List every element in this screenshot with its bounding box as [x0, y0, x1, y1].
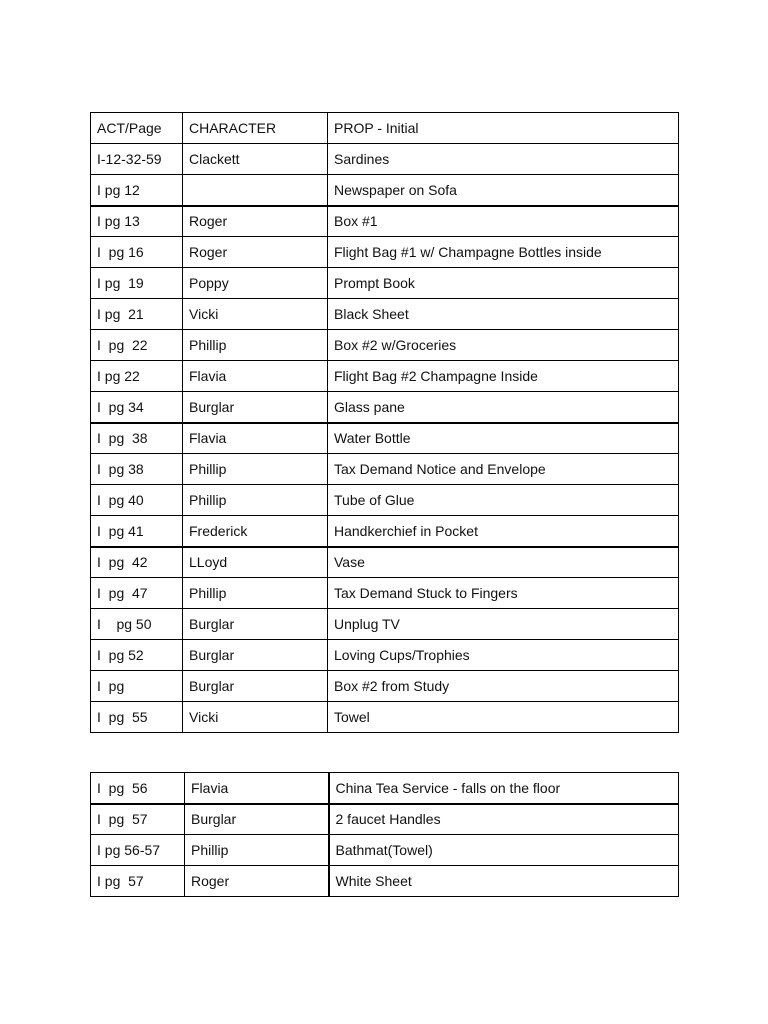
cell-character: Roger — [183, 237, 328, 268]
cell-act-page: I pg 16 — [91, 237, 183, 268]
table-row — [91, 299, 679, 330]
header-character: CHARACTER — [183, 113, 328, 144]
cell-act-page: I pg 55 — [91, 702, 183, 733]
cell-character: Phillip — [183, 330, 328, 361]
cell-character: Poppy — [183, 268, 328, 299]
cell-character: Burglar — [183, 609, 328, 640]
cell-prop: Unplug TV — [328, 609, 679, 640]
cell-prop: Box #2 from Study — [328, 671, 679, 702]
cell-act-page: I pg 34 — [91, 392, 183, 423]
cell-character: Vicki — [183, 702, 328, 733]
cell-prop: China Tea Service - falls on the floor — [329, 773, 679, 804]
table-row — [91, 609, 679, 640]
cell-character: Flavia — [185, 773, 329, 804]
table-row — [91, 640, 679, 671]
cell-character: Roger — [183, 206, 328, 237]
cell-prop: Tube of Glue — [328, 485, 679, 516]
cell-prop: Towel — [328, 702, 679, 733]
table-row — [91, 671, 679, 702]
table-row — [91, 773, 679, 804]
table-row — [91, 268, 679, 299]
cell-prop: Glass pane — [328, 392, 679, 423]
props-table-continued — [90, 772, 679, 897]
table-header-row — [91, 113, 679, 144]
table-row — [91, 578, 679, 609]
cell-act-page: I pg 47 — [91, 578, 183, 609]
cell-act-page: I pg 56-57 — [91, 835, 185, 866]
header-prop: PROP - Initial — [328, 113, 679, 144]
cell-act-page: I pg 50 — [91, 609, 183, 640]
table-row — [91, 144, 679, 175]
cell-character: Phillip — [183, 485, 328, 516]
cell-act-page: I pg 38 — [91, 454, 183, 485]
table-row — [91, 516, 679, 547]
cell-act-page: I-12-32-59 — [91, 144, 183, 175]
table-row — [91, 547, 679, 578]
cell-prop: Bathmat(Towel) — [329, 835, 679, 866]
cell-character: Burglar — [183, 640, 328, 671]
cell-prop: Tax Demand Stuck to Fingers — [328, 578, 679, 609]
cell-prop: Flight Bag #1 w/ Champagne Bottles inside — [328, 237, 679, 268]
cell-act-page: I pg — [91, 671, 183, 702]
cell-prop: Box #1 — [328, 206, 679, 237]
props-table-main — [90, 112, 679, 733]
cell-act-page: I pg 57 — [91, 866, 185, 897]
table-row — [91, 237, 679, 268]
table-row — [91, 423, 679, 454]
table-row — [91, 361, 679, 392]
cell-character: Vicki — [183, 299, 328, 330]
cell-act-page: I pg 56 — [91, 773, 185, 804]
cell-character — [183, 175, 328, 206]
cell-prop: Newspaper on Sofa — [328, 175, 679, 206]
cell-act-page: I pg 12 — [91, 175, 183, 206]
cell-character: Flavia — [183, 423, 328, 454]
table-row — [91, 835, 679, 866]
table-row — [91, 485, 679, 516]
cell-prop: Black Sheet — [328, 299, 679, 330]
cell-act-page: I pg 42 — [91, 547, 183, 578]
cell-act-page: I pg 41 — [91, 516, 183, 547]
cell-prop: Water Bottle — [328, 423, 679, 454]
cell-character: Clackett — [183, 144, 328, 175]
header-act-page: ACT/Page — [91, 113, 183, 144]
cell-prop: Box #2 w/Groceries — [328, 330, 679, 361]
cell-prop: Flight Bag #2 Champagne Inside — [328, 361, 679, 392]
cell-act-page: I pg 38 — [91, 423, 183, 454]
table-row — [91, 702, 679, 733]
cell-prop: Handkerchief in Pocket — [328, 516, 679, 547]
cell-character: Phillip — [183, 578, 328, 609]
cell-character: Frederick — [183, 516, 328, 547]
table-row — [91, 330, 679, 361]
cell-character: Burglar — [185, 804, 329, 835]
cell-act-page: I pg 22 — [91, 330, 183, 361]
cell-act-page: I pg 22 — [91, 361, 183, 392]
table-row — [91, 392, 679, 423]
table-row — [91, 175, 679, 206]
cell-prop: Loving Cups/Trophies — [328, 640, 679, 671]
cell-act-page: I pg 52 — [91, 640, 183, 671]
cell-character: Burglar — [183, 671, 328, 702]
cell-prop: White Sheet — [329, 866, 679, 897]
cell-prop: Tax Demand Notice and Envelope — [328, 454, 679, 485]
cell-character: Burglar — [183, 392, 328, 423]
cell-act-page: I pg 21 — [91, 299, 183, 330]
cell-character: Roger — [185, 866, 329, 897]
table-row — [91, 206, 679, 237]
cell-prop: Prompt Book — [328, 268, 679, 299]
cell-character: Flavia — [183, 361, 328, 392]
table-row — [91, 454, 679, 485]
cell-prop: 2 faucet Handles — [329, 804, 679, 835]
cell-character: Phillip — [183, 454, 328, 485]
cell-act-page: I pg 19 — [91, 268, 183, 299]
cell-act-page: I pg 40 — [91, 485, 183, 516]
cell-prop: Vase — [328, 547, 679, 578]
table-row — [91, 804, 679, 835]
cell-act-page: I pg 57 — [91, 804, 185, 835]
table-row — [91, 866, 679, 897]
cell-character: LLoyd — [183, 547, 328, 578]
cell-act-page: I pg 13 — [91, 206, 183, 237]
cell-character: Phillip — [185, 835, 329, 866]
cell-prop: Sardines — [328, 144, 679, 175]
